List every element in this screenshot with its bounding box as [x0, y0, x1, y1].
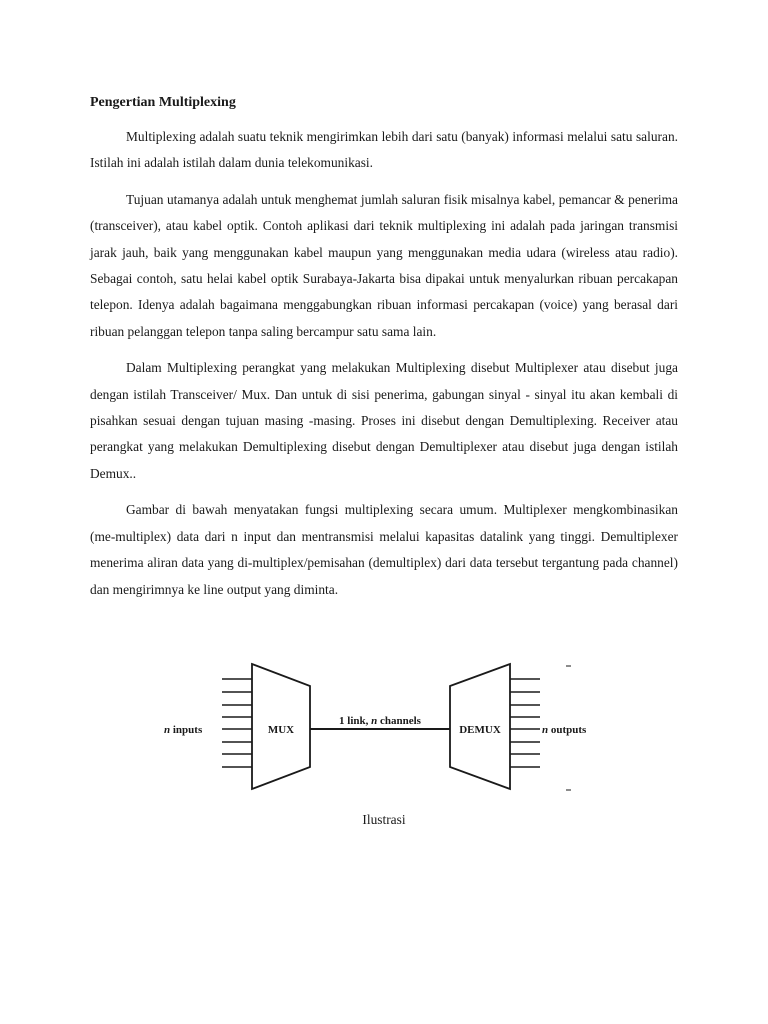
- mux-label: MUX: [267, 724, 295, 736]
- input-lines: [222, 679, 252, 767]
- multiplexing-diagram-svg: [160, 662, 600, 794]
- multiplexing-diagram: [160, 662, 600, 794]
- paragraph-purpose: Tujuan utamanya adalah untuk menghemat jumlah saluran fisik misalnya kabel, pemancar & penerima (transceiver), atau kabel optik. Contoh aplikasi dari teknik multiplexing ini adalah pada jaringan transmisi jarak jauh, baik yang menggunakan kabel maupun yang menggunakan media udara (wireless atau radio). Sebagai contoh, satu helai kabel optik Surabaya-Jakarta bisa dipakai untuk menyalurkan ribuan percakapan telepon. Idenya adalah bagaimana menggabungkan ribuan informasi percakapan (voice) yang berasal dari ribuan pelanggan telepon tanpa saling bercampur satu sama lain.: [90, 191, 678, 339]
- paragraph-mux-demux: Dalam Multiplexing perangkat yang melakukan Multiplexing disebut Multiplexer atau disebut juga dengan istilah Transceiver/ Mux. Dan untuk di sisi penerima, gabungan sinyal - sinyal itu akan kembali di pisahkan sesuai dengan tujuan masing -masing. Proses ini disebut dengan Demultiplexing. Receiver atau perangkat yang melakukan Demultiplexing disebut dengan Demultiplexer atau disebut juga dengan istilah Demux..: [90, 360, 678, 481]
- paragraph-figure-description: Gambar di bawah menyatakan fungsi multiplexing secara umum. Multiplexer mengkombinasikan (me-multiplex) data dari n input dan mentransmisi melalui kapasitas datalink yang tinggi. Demultiplexer menerima aliran data yang di-multiplex/pemisahan (demultiplex) dari data tersebut tergantung pada channel) dan mengirimnya ke line output yang diminta.: [90, 502, 678, 597]
- demux-label: DEMUX: [459, 724, 501, 736]
- output-lines: [510, 679, 540, 767]
- section-heading: Pengertian Multiplexing: [90, 95, 236, 110]
- figure-caption: Ilustrasi: [362, 812, 406, 827]
- paragraph-definition: Multiplexing adalah suatu teknik mengirimkan lebih dari satu (banyak) informasi melalui satu saluran. Istilah ini adalah istilah dalam dunia telekomunikasi.: [90, 129, 678, 171]
- outputs-label: n outputs: [542, 724, 587, 736]
- link-label: 1 link, n channels: [339, 715, 421, 727]
- document-body: [90, 92, 678, 613]
- inputs-label: n inputs: [164, 724, 203, 736]
